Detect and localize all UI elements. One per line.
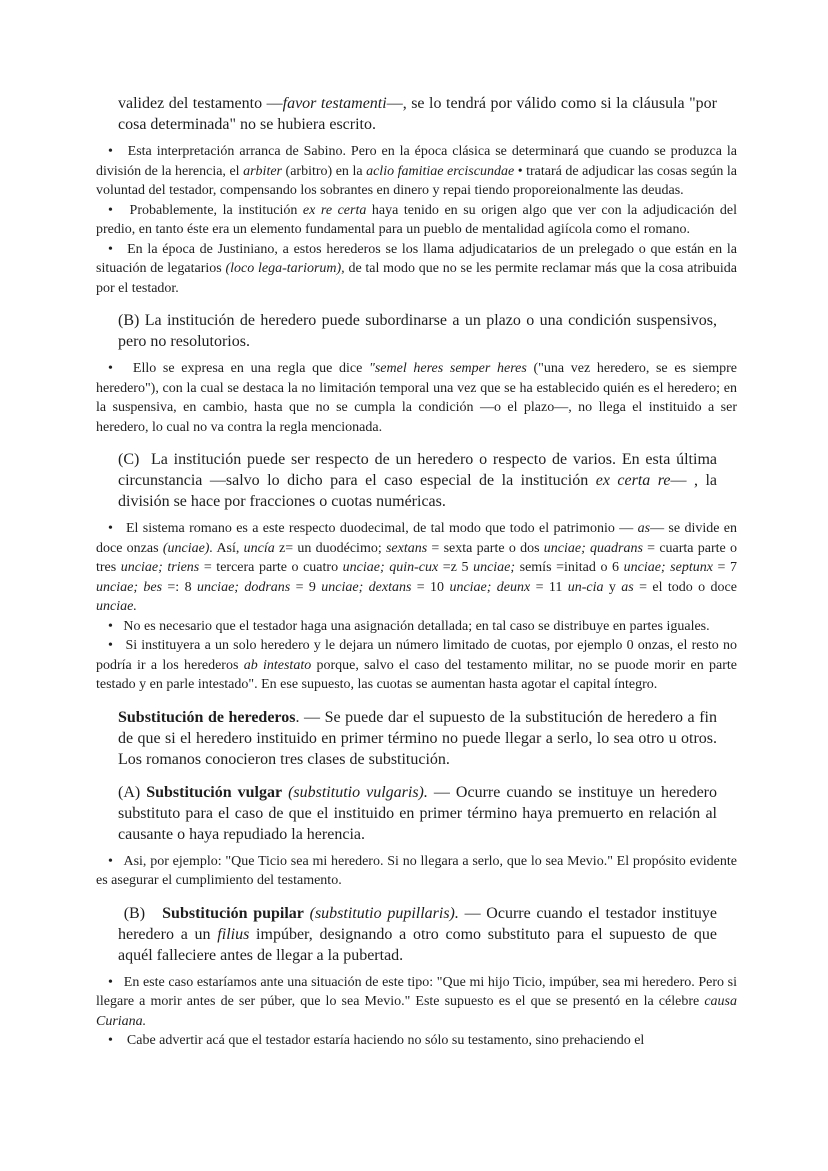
text-run: • En la época de Justiniano, a estos herederos se los llama adjudicatarios de un prelegado o que están en la situación de legatarios	[96, 241, 737, 276]
text-run: semís =initad o 6	[515, 560, 624, 575]
text-run: (B) La institución de heredero puede subordinarse a un plazo o una condición suspensivos, pero no resolutorios.	[118, 312, 717, 350]
text-run: Así,	[212, 540, 244, 556]
text-run: • Cabe advertir acá que el testador estaría haciendo no sólo su testamento, sino prehaciendo el	[108, 1033, 645, 1048]
text-run: —, se lo tendrá por válido como si la cláusula "por cosa determinada" no se hubiera escrito.	[118, 95, 717, 133]
text-run: • No es necesario que el testador haga una asignación detallada; en tal caso se distribuye en partes iguales.	[108, 618, 710, 634]
text-run: =z 5	[438, 560, 474, 575]
text-run: — Ocurre cuando se instituye un heredero substituto para el caso de que el instituido en primer término haya premuerto en relación al causante o haya repudiado la herencia.	[118, 783, 717, 843]
text-run: • En este caso estaríamos ante una situación de este tipo: "Que mi hijo Ticio, impúber, sea mi heredero. Pero si llegare a morir antes de ser púber, que lo sea Mevio." Este supuesto es el que se presentó en la célebre	[96, 974, 737, 1009]
text-run: . — Se puede dar el supuesto de la substitución de heredero a fin de que si el heredero instituido en primer término no puede llegar a serlo, lo sea otro u otros. Los romanos conocieron tres clases de substitución.	[118, 708, 717, 768]
text-run: • Asi, por ejemplo: "Que Ticio sea mi heredero. Si no llegara a serlo, que lo sea Mevio." El propósito evidente es asegurar el cumplimiento del testamento.	[96, 853, 737, 888]
text-run: • Probablemente, la institución	[108, 202, 303, 218]
text-run: unciae; bes	[96, 579, 163, 595]
text-run: (C) La institución puede ser respecto de un heredero o respecto de varios. En esta última circunstancia —salvo lo dicho para el caso especial de la institución	[118, 451, 717, 489]
text-run: haya tenido en su origen algo que ver con la adjudicación del predio, en tanto éste era un elemento fundamental para un pueblo de mentalidad agiícola como el romano.	[96, 202, 737, 237]
text-run: unciae; septunx	[623, 560, 713, 575]
para-institucion-varios	[118, 449, 717, 512]
text-run: Substitución de herederos	[118, 708, 296, 726]
text-run: = sexta parte o dos	[427, 540, 544, 556]
text-column	[0, 93, 828, 1051]
text-run: =: 8	[162, 579, 197, 595]
text-run: (B)	[118, 904, 163, 922]
text-run: porque, salvo el caso del testamento militar, no se puode morir en parte testado y en parle intestado". En ese supuesto, las cuotas se aumentan hasta agotar el capital íntegro.	[96, 657, 737, 692]
text-run: = el todo o doce	[633, 579, 737, 595]
text-run: = 7	[712, 560, 737, 575]
text-run: de tal modo que no se les permite reclamar más que la cosa atribuida por el testador.	[96, 261, 737, 296]
para-favor-testamenti	[118, 93, 717, 135]
text-run: arbiter	[243, 163, 282, 179]
text-run: (A)	[118, 783, 147, 801]
text-run: • Ello se expresa en una regla que dice	[108, 361, 369, 376]
text-run: ex re certa	[302, 202, 367, 218]
text-run: z= un duodécimo;	[274, 540, 386, 556]
text-run: Substitución vulgar	[146, 783, 283, 801]
note-interpretacion-sabino	[96, 142, 737, 201]
text-run: unciae; quin-cux	[342, 560, 439, 575]
note-causa-curiana	[96, 973, 737, 1032]
text-run: = 10	[411, 579, 450, 595]
text-run: unciae; dodrans	[196, 579, 291, 595]
note-cuotas-limitadas	[96, 636, 737, 695]
text-run: ex certa re	[595, 472, 671, 489]
text-run: filius	[217, 925, 250, 943]
text-run: • Si instituyera a un solo heredero y le dejara un número limitado de cuotas, por ejemplo 0 onzas, el resto no podría ir a los herederos	[96, 638, 737, 673]
note-sistema-duodecimal	[96, 519, 737, 617]
text-run: = cuarta parte o tres	[96, 540, 737, 575]
note-cabe-advertir	[96, 1031, 737, 1051]
text-run: • Esta interpretación arranca de Sabino. Pero en la época clásica se determinará que cuando se produzca la división de la herencia, el	[96, 144, 737, 179]
text-run: "semel heres semper heres	[368, 361, 527, 376]
text-run: • El sistema romano es a este respecto duodecimal, de tal modo que todo el patrimonio —	[108, 521, 638, 536]
text-run: y	[603, 579, 622, 595]
note-asignacion-detallada	[96, 617, 737, 637]
text-run: favor testamenti	[282, 95, 387, 112]
para-institucion-plazo	[118, 310, 717, 352]
text-run: sextans	[385, 540, 428, 556]
text-run: un-cia	[567, 579, 604, 595]
text-run: (arbitro) en la	[282, 163, 367, 179]
text-run: uncía	[243, 540, 275, 556]
text-run: unciae; triens	[120, 560, 200, 575]
para-substitucion-herederos	[118, 707, 717, 770]
text-run: as	[621, 579, 634, 595]
note-ex-re-certa	[96, 201, 737, 240]
text-run: causa Curiana.	[96, 994, 737, 1029]
text-run: • tratará de adjudicar las cosas según la voluntad del testador, compensando los sobrantes en dinero y repai tiendo proporeionalmente las deudas.	[96, 163, 737, 198]
note-ticio-mevio	[96, 852, 737, 891]
text-run: as	[637, 521, 651, 536]
text-run: unciae; dextans	[321, 579, 412, 595]
text-run: — Ocurre cuando el testador instituye heredero a un	[118, 904, 718, 943]
text-run: unciae.	[96, 599, 137, 614]
text-run: (substitutio vulgaris).	[288, 783, 428, 801]
text-run: — , la división se hace por fracciones o cuotas numéricas.	[118, 472, 718, 510]
text-run: (substitutio pupillaris).	[309, 904, 459, 922]
text-run: unciae; deunx	[449, 579, 531, 595]
note-epoca-justiniano	[96, 240, 737, 299]
para-substitucion-pupilar	[118, 903, 717, 966]
text-run: — se divide en doce onzas	[96, 521, 738, 556]
text-run: aclio famitiae erciscundae	[366, 163, 515, 179]
text-run: validez del testamento —	[118, 95, 283, 112]
text-run: = tercera parte o cuatro	[199, 560, 343, 575]
text-run: = 11	[530, 579, 568, 595]
text-run: unciae; quadrans	[543, 540, 643, 556]
text-run: Substitución pupilar	[162, 904, 304, 922]
text-run: ("una vez heredero, se es siempre heredero"), con la cual se destaca la no limitación temporal una vez que se ha establecido quién es el heredero; en la suspensiva, en cambio, hasta que no se cumpla la condición —o el plazo—, no llega el instituido a ser heredero, lo cual no va contra la regla mencionada.	[96, 361, 737, 435]
text-run: (loco lega-tariorum),	[225, 261, 345, 276]
text-run: ab intestato	[243, 657, 312, 673]
note-semel-heres	[96, 359, 737, 437]
text-run: = 9	[290, 579, 322, 595]
para-substitucion-vulgar	[118, 782, 717, 845]
text-run: impúber, designando a otro como substituto para el supuesto de que aquél falleciere antes de llegar a la pubertad.	[118, 925, 717, 964]
text-run: (unciae).	[162, 540, 213, 556]
text-run: unciae;	[473, 560, 516, 575]
